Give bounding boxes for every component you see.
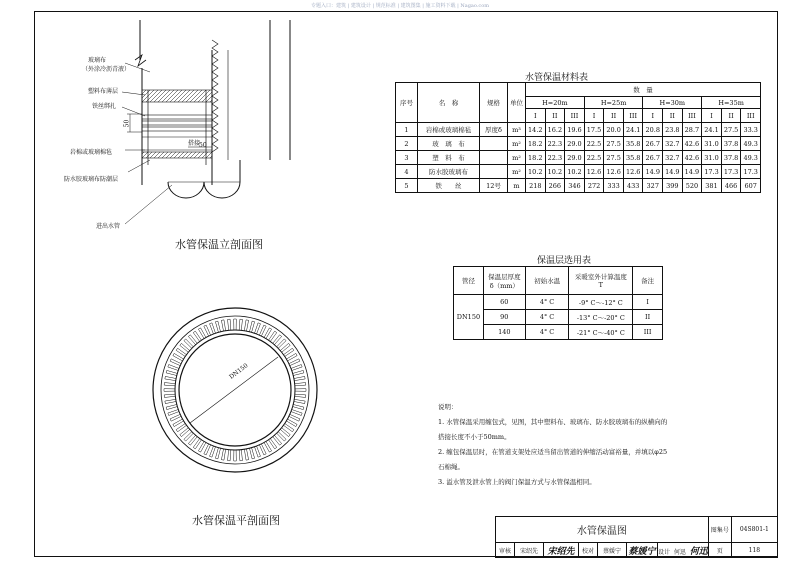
table-cell: -21° C～-40° C: [569, 325, 633, 340]
level-header: II: [545, 109, 565, 123]
selection-table-title: 保温层选用表: [537, 256, 592, 266]
table-cell: I: [633, 295, 663, 310]
table-row: [396, 137, 761, 151]
level-header: II: [663, 109, 683, 123]
table-cell: 22.3: [545, 151, 565, 165]
notes-block: [438, 400, 667, 490]
table-cell: 24.1: [702, 123, 722, 137]
table-cell: 27.5: [604, 137, 624, 151]
table-cell: 防水胶玻璃布: [418, 165, 480, 179]
level-header: I: [584, 109, 604, 123]
col-unit-header: 单位: [508, 83, 526, 123]
page-label: 页: [708, 543, 731, 558]
label-overlap: 搭接: [188, 140, 201, 147]
table-cell: 18.2: [526, 151, 546, 165]
label-waterproof-cloth: 防水胶玻璃布防潮层: [64, 176, 119, 183]
table-cell: 17.3: [741, 165, 761, 179]
table-cell: 17.3: [702, 165, 722, 179]
level-header: I: [702, 109, 722, 123]
height-header: H=30m: [643, 97, 702, 109]
label-glass-cloth: 玻璃布: [88, 57, 107, 64]
level-header: II: [721, 109, 741, 123]
label-wire-tie: 铁丝绑扎: [92, 103, 117, 110]
table-cell: 26.7: [643, 151, 663, 165]
quantity-header: 数 量: [526, 83, 761, 97]
table-cell: 32.7: [663, 151, 683, 165]
table-cell: 35.8: [623, 137, 643, 151]
table-cell: 20.8: [643, 123, 663, 137]
sel-col-init: 初始水温: [525, 267, 569, 295]
note-line: 1. 水管保温采用缠包式，见图，其中塑料布、玻璃布、防水胶玻璃布的纵横向的: [438, 418, 668, 426]
level-header: III: [682, 109, 702, 123]
table-cell: 266: [545, 179, 565, 193]
table-cell: 35.8: [623, 151, 643, 165]
table-cell: III: [633, 325, 663, 340]
table-cell: m²: [508, 151, 526, 165]
table-cell: m: [508, 179, 526, 193]
table-cell: 90: [483, 310, 525, 325]
table-row: [396, 151, 761, 165]
table-cell: 381: [702, 179, 722, 193]
title-block: [495, 516, 778, 557]
table-cell: 16.2: [545, 123, 565, 137]
sel-col-note: 备注: [633, 267, 663, 295]
level-header: III: [565, 109, 585, 123]
table-cell: 4° C: [525, 295, 569, 310]
label-dim-50: 50: [123, 119, 131, 128]
table-cell: 岩棉或玻璃棉毡: [418, 123, 480, 137]
table-cell: 22.5: [584, 151, 604, 165]
table-cell: 厚度δ: [480, 123, 508, 137]
table-cell: 29.0: [565, 137, 585, 151]
elevation-caption: 水管保温立剖面图: [175, 238, 263, 251]
selection-table: [453, 266, 663, 340]
label-rock-wool: 岩棉或玻璃棉毡: [70, 149, 113, 156]
table-cell: m²: [508, 137, 526, 151]
table-cell: 32.7: [663, 137, 683, 151]
table-cell: 14.9: [682, 165, 702, 179]
review-name: 宋绍先: [515, 543, 544, 558]
table-cell: 29.0: [565, 151, 585, 165]
drawing-title: 水管保温图: [496, 517, 709, 543]
note-line: 石棉绳。: [438, 463, 464, 471]
watermark-text: 专题入口：建筑 | 建筑设计 | 规范标准 | 建筑图集 | 施工资料下载 | Nagao.com: [311, 3, 489, 9]
page-number: 118: [731, 543, 777, 558]
table-cell: 20.0: [604, 123, 624, 137]
table-cell: 4° C: [525, 325, 569, 340]
check-signature: 蔡媛宁: [627, 543, 658, 558]
table-cell: 12.6: [604, 165, 624, 179]
note-line: 3. 溢水管及泄水管上的阀门保温方式与水管保温相同。: [438, 478, 596, 486]
table-cell: 铁 丝: [418, 179, 480, 193]
label-plastic-strip: 塑料布薄层: [88, 88, 119, 95]
table-cell: 31.0: [702, 137, 722, 151]
table-cell: 140: [483, 325, 525, 340]
materials-table-title: 水管保温材料表: [525, 73, 589, 83]
height-header: H=25m: [584, 97, 643, 109]
level-header: II: [604, 109, 624, 123]
table-cell: 14.9: [663, 165, 683, 179]
table-cell: 1: [396, 123, 418, 137]
table-cell: 27.5: [721, 123, 741, 137]
table-cell: 22.5: [584, 137, 604, 151]
level-header: III: [741, 109, 761, 123]
table-cell: 22.3: [545, 137, 565, 151]
table-cell: 346: [565, 179, 585, 193]
check-name: 蔡媛宁: [598, 543, 627, 558]
table-cell: 49.3: [741, 137, 761, 151]
table-cell: 4: [396, 165, 418, 179]
table-cell: -9° C～-12° C: [569, 295, 633, 310]
plan-caption: 水管保温平剖面图: [192, 514, 280, 527]
notes-heading: 说明：: [438, 403, 458, 411]
table-cell: [480, 151, 508, 165]
table-cell: 218: [526, 179, 546, 193]
table-cell: 3: [396, 151, 418, 165]
atlas-number: 04S801-1: [731, 517, 777, 543]
table-cell: 23.8: [663, 123, 683, 137]
materials-table: [395, 82, 761, 193]
table-cell: 466: [721, 179, 741, 193]
sel-col-thickness: 保温层厚度 δ（mm）: [483, 267, 525, 295]
table-cell: 17.3: [721, 165, 741, 179]
table-cell: 399: [663, 179, 683, 193]
table-cell: 327: [643, 179, 663, 193]
review-label: 审核: [496, 543, 515, 558]
sel-col-outdoor: 采暖室外计算温度 T: [569, 267, 633, 295]
table-cell: 49.3: [741, 151, 761, 165]
table-cell: 42.6: [682, 137, 702, 151]
note-line: 2. 缠包保温层时，在管道支架处应适当留出管道的伸缩活动富裕量，并填以φ25: [438, 448, 668, 456]
design-label: 设计 何迅 何迅: [658, 543, 709, 558]
table-cell: 12号: [480, 179, 508, 193]
sel-pipe-value: DN150: [454, 295, 484, 340]
table-cell: 12.6: [623, 165, 643, 179]
plan-dn-label: DN150: [228, 362, 250, 381]
table-row: [396, 165, 761, 179]
table-cell: [480, 165, 508, 179]
label-pipe: 进出水管: [96, 223, 121, 230]
table-cell: 5: [396, 179, 418, 193]
col-no-header: 序号: [396, 83, 418, 123]
table-cell: 4° C: [525, 310, 569, 325]
level-header: I: [526, 109, 546, 123]
table-cell: 28.7: [682, 123, 702, 137]
table-cell: 10.2: [565, 165, 585, 179]
table-cell: 10.2: [526, 165, 546, 179]
plan-section-drawing: [140, 295, 330, 485]
check-label: 校对: [579, 543, 598, 558]
elevation-section-drawing: [34, 11, 374, 261]
table-cell: 12.6: [584, 165, 604, 179]
table-row: [396, 179, 761, 193]
table-cell: 37.8: [721, 137, 741, 151]
table-cell: 18.2: [526, 137, 546, 151]
table-cell: 26.7: [643, 137, 663, 151]
sel-col-pipe: 管径: [454, 267, 484, 295]
height-header: H=20m: [526, 97, 585, 109]
col-spec-header: 规格: [480, 83, 508, 123]
note-line: 搭接长度不小于50mm。: [438, 433, 511, 441]
label-overlap-50: 50: [199, 142, 207, 149]
table-cell: -13° C～-20° C: [569, 310, 633, 325]
table-cell: 607: [741, 179, 761, 193]
table-cell: 272: [584, 179, 604, 193]
table-cell: 2: [396, 137, 418, 151]
atlas-label: 图集号: [708, 517, 731, 543]
table-cell: 333: [604, 179, 624, 193]
table-cell: 14.9: [643, 165, 663, 179]
table-cell: [480, 137, 508, 151]
table-cell: 42.6: [682, 151, 702, 165]
table-cell: 520: [682, 179, 702, 193]
table-cell: 33.3: [741, 123, 761, 137]
insulation-ring-ticks: [164, 319, 306, 461]
review-signature: 宋绍先: [544, 543, 579, 558]
table-cell: m³: [508, 123, 526, 137]
diameter-line: [190, 357, 278, 423]
table-cell: 37.8: [721, 151, 741, 165]
table-cell: 60: [483, 295, 525, 310]
table-cell: m²: [508, 165, 526, 179]
table-cell: 24.1: [623, 123, 643, 137]
col-name-header: 名 称: [418, 83, 480, 123]
table-cell: 31.0: [702, 151, 722, 165]
table-cell: 27.5: [604, 151, 624, 165]
height-header: H=35m: [702, 97, 761, 109]
level-header: I: [643, 109, 663, 123]
table-cell: 10.2: [545, 165, 565, 179]
table-cell: II: [633, 310, 663, 325]
table-cell: 14.2: [526, 123, 546, 137]
table-cell: 17.5: [584, 123, 604, 137]
table-cell: 塑 料 布: [418, 151, 480, 165]
table-row: [396, 123, 761, 137]
table-cell: 433: [623, 179, 643, 193]
label-glass-cloth-note: （外涂冷沥青液）: [82, 66, 131, 73]
table-cell: 19.6: [565, 123, 585, 137]
level-header: III: [623, 109, 643, 123]
table-cell: 玻 璃 布: [418, 137, 480, 151]
